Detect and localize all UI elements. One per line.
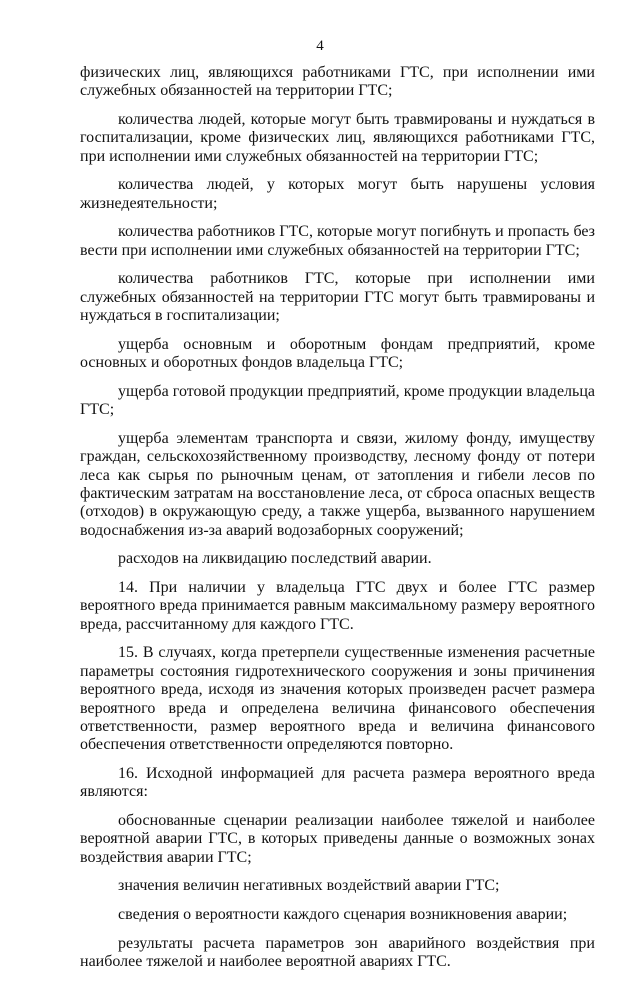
- paragraph-living-conditions: количества людей, у которых могут быть нарушены условия жизнедеятельности;: [80, 176, 595, 212]
- paragraph-liquidation-costs: расходов на ликвидацию последствий аварии.: [118, 550, 432, 568]
- paragraph-clause-14: 14. При наличии у владельца ГТС двух и более ГТС размер вероятного вреда принимается равным максимальному размеру вероятного вреда, рассчитанному для каждого ГТС.: [80, 579, 595, 633]
- paragraph-injured-people: количества людей, которые могут быть травмированы и нуждаться в госпитализации, кроме физических лиц, являющихся работниками ГТС, при исполнении ими служебных обязанностей на территории ГТС;: [80, 111, 595, 165]
- paragraph-workers-injured: количества работников ГТС, которые при исполнении ими служебных обязанностей на территории ГТС могут быть травмированы и нуждаться в госпитализации;: [80, 270, 595, 325]
- paragraph-infrastructure-damage: ущерба элементам транспорта и связи, жилому фонду, имуществу граждан, сельскохозяйственному производству, лесному фонду от потери леса как сырья по рыночным ценам, от затопления и гибели лесов по фактическим затратам на восстановление леса, от сброса опасных веществ (отходов) в окружающую среду, а также ущерба, вызванного нарушением водоснабжения из-за аварий водозаборных сооружений;: [80, 429, 595, 539]
- paragraph-accident-scenarios: обоснованные сценарии реализации наиболее тяжелой и наиболее вероятной аварии ГТС, в которых приведены данные о возможных зонах воздействия аварии ГТС;: [80, 812, 595, 866]
- paragraph-products-damage: ущерба готовой продукции предприятий, кроме продукции владельца ГТС;: [80, 382, 595, 419]
- paragraph-impact-zones: результаты расчета параметров зон аварийного воздействия при наиболее тяжелой и наиболее вероятной авариях ГТС.: [80, 934, 595, 971]
- paragraph-clause-15: 15. В случаях, когда претерпели существенные изменения расчетные параметры состояния гидротехнического сооружения и зоны причинения вероятного вреда, исходя из значения которых произведен расчет размера вероятного вреда и определена величина финансового обеспечения ответственности, размер вероятного вреда и величина финансового обеспечения ответственности определяются повторно.: [80, 644, 595, 754]
- paragraph-scenario-probability: сведения о вероятности каждого сценария возникновения аварии;: [118, 906, 568, 924]
- paragraph-fixed-assets-damage: ущерба основным и оборотным фондам предприятий, кроме основных и оборотных фондов владельца ГТС;: [80, 335, 595, 372]
- paragraph-negative-impacts: значения величин негативных воздействий аварии ГТС;: [118, 877, 500, 895]
- page-number: 4: [316, 38, 324, 54]
- document-body: [80, 64, 595, 982]
- paragraph-continuation: физических лиц, являющихся работниками ГТС, при исполнении ими служебных обязанностей на территории ГТС;: [80, 64, 595, 100]
- paragraph-workers-lost: количества работников ГТС, которые могут погибнуть и пропасть без вести при исполнении ими служебных обязанностей на территории ГТС;: [80, 223, 595, 259]
- paragraph-clause-16: 16. Исходной информацией для расчета размера вероятного вреда являются:: [80, 765, 595, 801]
